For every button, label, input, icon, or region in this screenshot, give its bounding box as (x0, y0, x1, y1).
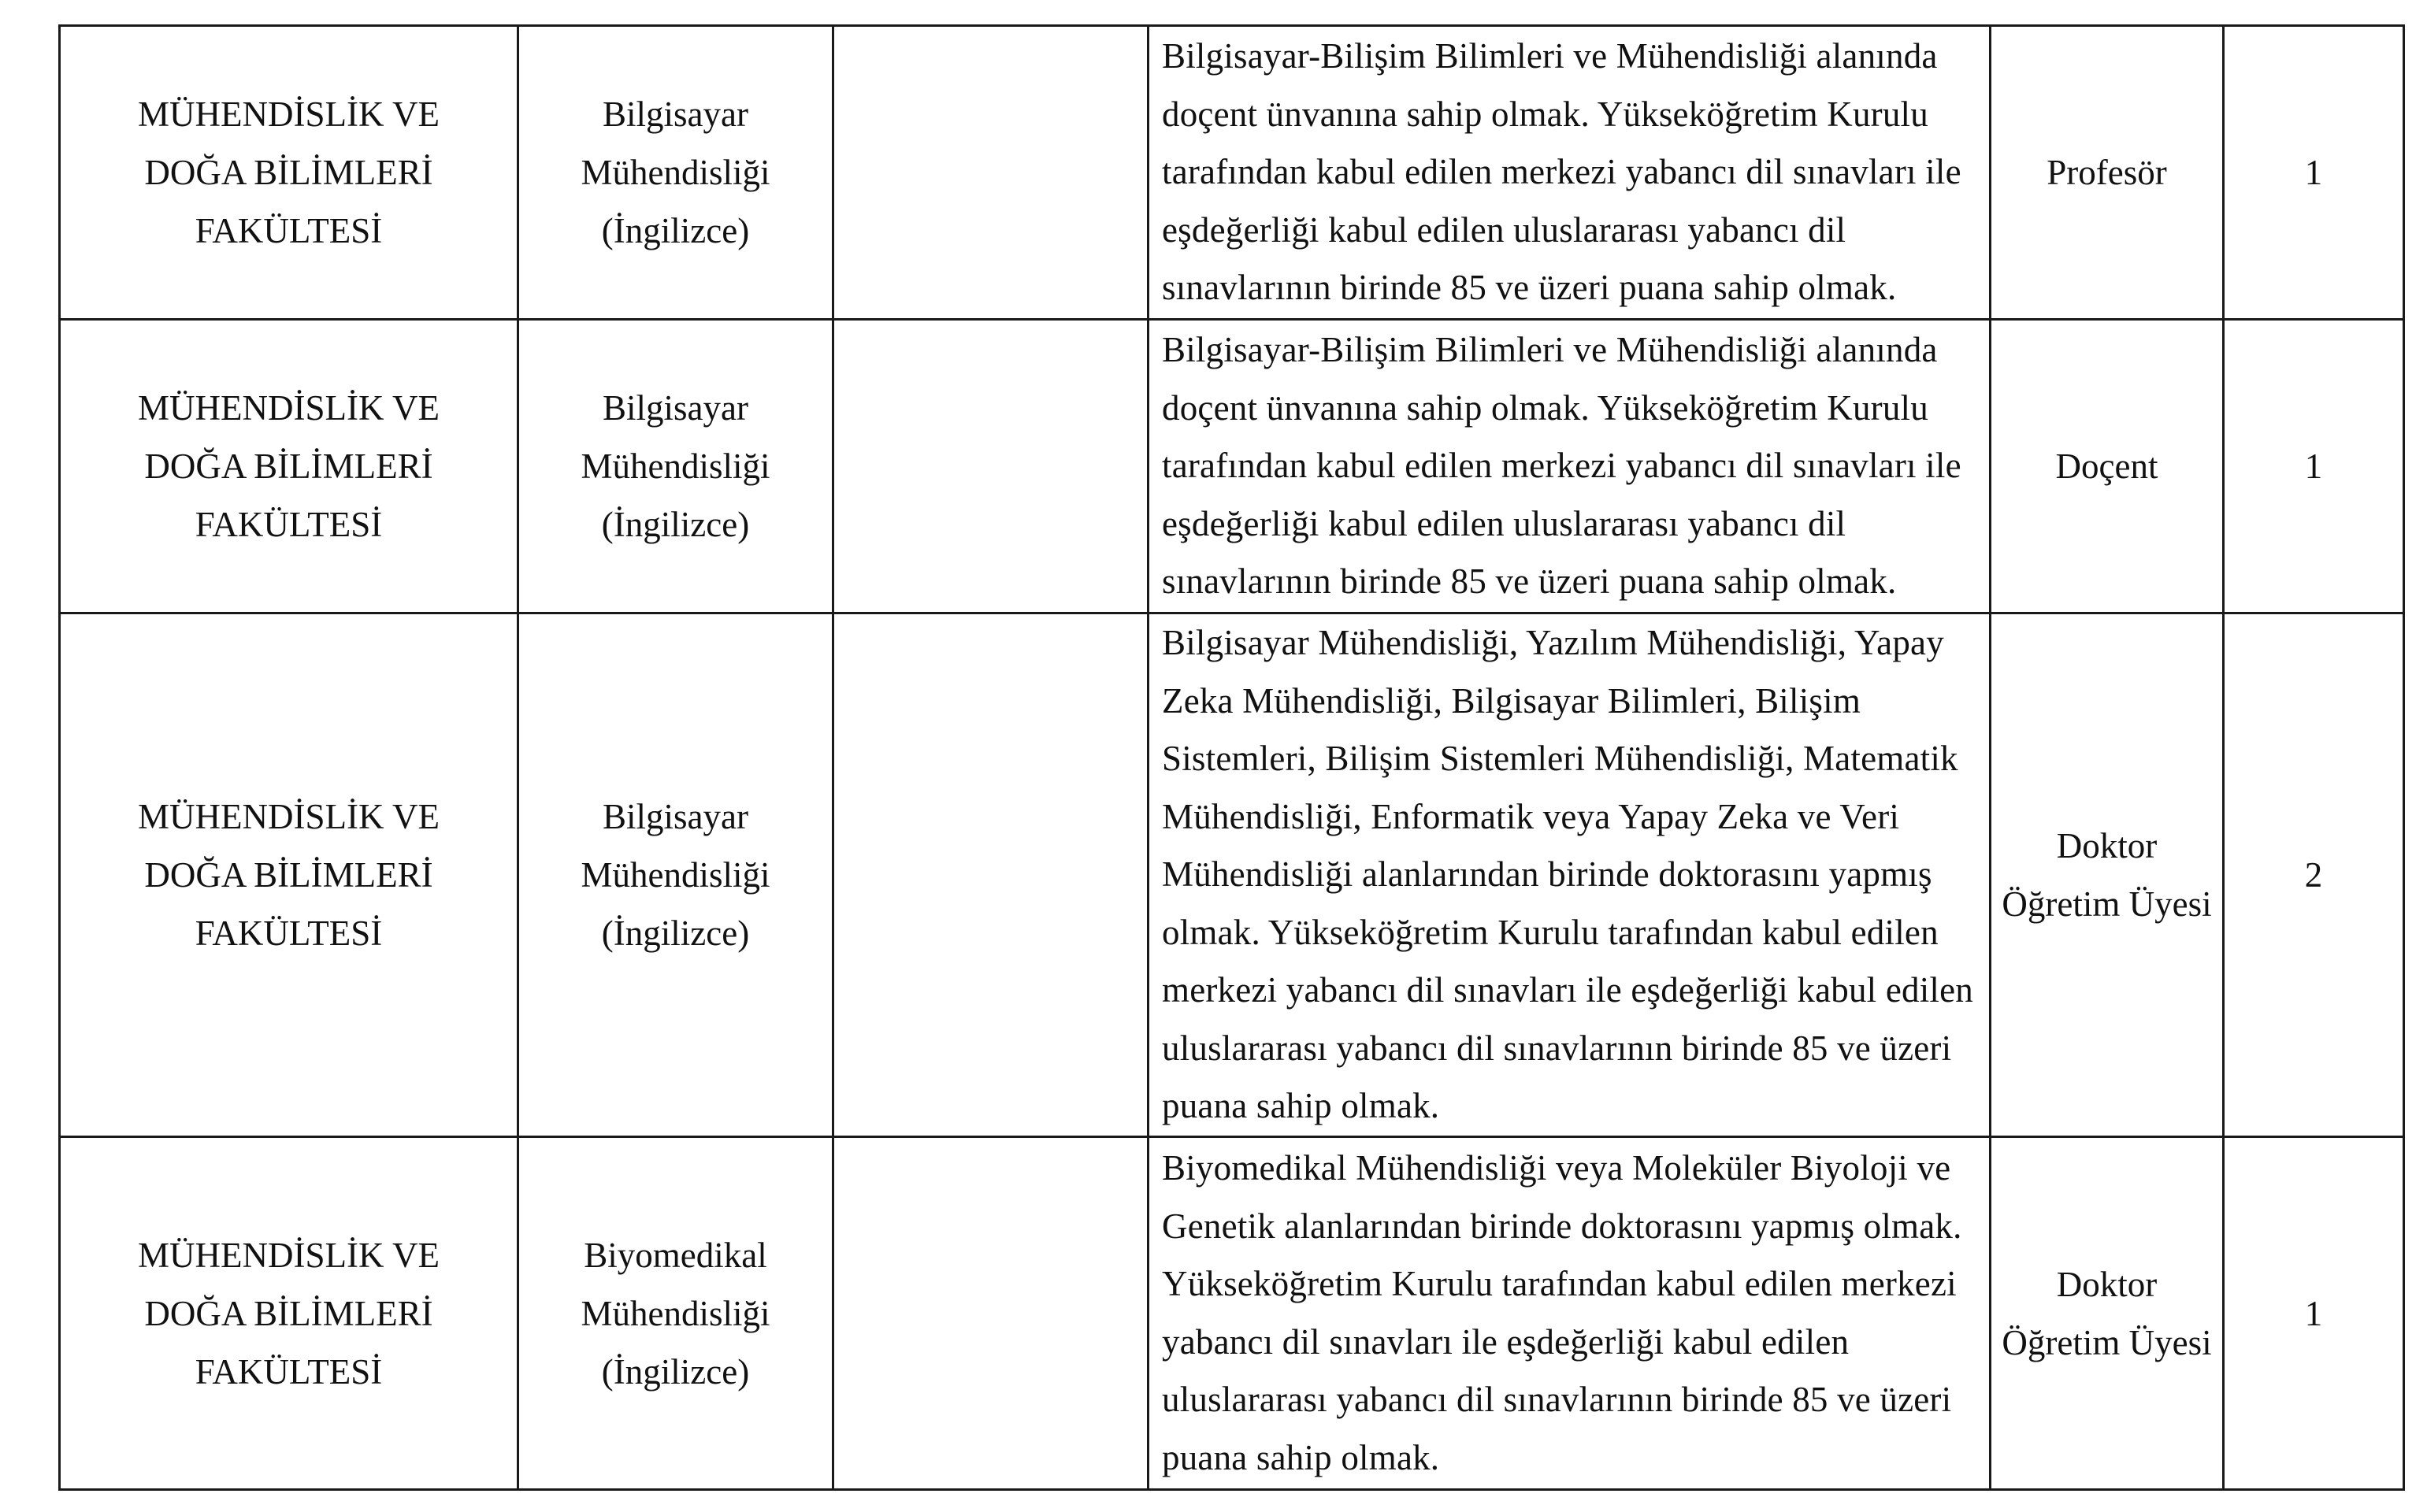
department-cell: Biyomedikal Mühendisliği (İngilizce) (518, 1137, 833, 1490)
requirements-cell: Bilgisayar-Bilişim Bilimleri ve Mühendisliği alanında doçent ünvanına sahip olmak. Yükseköğretim Kurulu tarafından kabul edilen merkezi yabancı dil sınavları ile eşdeğerliği kabul edilen uluslararası yabancı dil sınavlarının birinde 85 ve üzeri puana sahip olmak. (1149, 26, 1991, 320)
title-cell: Doktor Öğretim Üyesi (1991, 1137, 2224, 1490)
requirements-cell: Biyomedikal Mühendisliği veya Moleküler Biyoloji ve Genetik alanlarından birinde doktorasını yapmış olmak. Yükseköğretim Kurulu tarafından kabul edilen merkezi yabancı dil sınavları ile eşdeğerliği kabul edilen uluslararası yabancı dil sınavlarının birinde 85 ve üzeri puana sahip olmak. (1149, 1137, 1991, 1490)
department-cell: Bilgisayar Mühendisliği (İngilizce) (518, 26, 833, 320)
requirements-cell: Bilgisayar-Bilişim Bilimleri ve Mühendisliği alanında doçent ünvanına sahip olmak. Yükseköğretim Kurulu tarafından kabul edilen merkezi yabancı dil sınavları ile eşdeğerliği kabul edilen uluslararası yabancı dil sınavlarının birinde 85 ve üzeri puana sahip olmak. (1149, 320, 1991, 613)
title-cell: Profesör (1991, 26, 2224, 320)
table-row (60, 1137, 2404, 1490)
count-cell: 1 (2224, 26, 2404, 320)
faculty-cell: MÜHENDİSLİK VE DOĞA BİLİMLERİ FAKÜLTESİ (60, 613, 518, 1137)
count-cell: 1 (2224, 320, 2404, 613)
department-cell: Bilgisayar Mühendisliği (İngilizce) (518, 320, 833, 613)
department-cell: Bilgisayar Mühendisliği (İngilizce) (518, 613, 833, 1137)
count-cell: 2 (2224, 613, 2404, 1137)
subfield-cell (833, 320, 1149, 613)
table-row (60, 26, 2404, 320)
staff-positions-table (58, 24, 2405, 1491)
table-row (60, 613, 2404, 1137)
subfield-cell (833, 26, 1149, 320)
staff-positions-table-container (58, 24, 2403, 1491)
faculty-cell: MÜHENDİSLİK VE DOĞA BİLİMLERİ FAKÜLTESİ (60, 26, 518, 320)
faculty-cell: MÜHENDİSLİK VE DOĞA BİLİMLERİ FAKÜLTESİ (60, 320, 518, 613)
title-cell: Doktor Öğretim Üyesi (1991, 613, 2224, 1137)
subfield-cell (833, 1137, 1149, 1490)
title-cell: Doçent (1991, 320, 2224, 613)
faculty-cell: MÜHENDİSLİK VE DOĞA BİLİMLERİ FAKÜLTESİ (60, 1137, 518, 1490)
requirements-cell: Bilgisayar Mühendisliği, Yazılım Mühendisliği, Yapay Zeka Mühendisliği, Bilgisayar Bilimleri, Bilişim Sistemleri, Bilişim Sistemleri Mühendisliği, Matematik Mühendisliği, Enformatik veya Yapay Zeka ve Veri Mühendisliği alanlarından birinde doktorasını yapmış olmak. Yükseköğretim Kurulu tarafından kabul edilen merkezi yabancı dil sınavları ile eşdeğerliği kabul edilen uluslararası yabancı dil sınavlarının birinde 85 ve üzeri puana sahip olmak. (1149, 613, 1991, 1137)
table-row (60, 320, 2404, 613)
subfield-cell (833, 613, 1149, 1137)
count-cell: 1 (2224, 1137, 2404, 1490)
